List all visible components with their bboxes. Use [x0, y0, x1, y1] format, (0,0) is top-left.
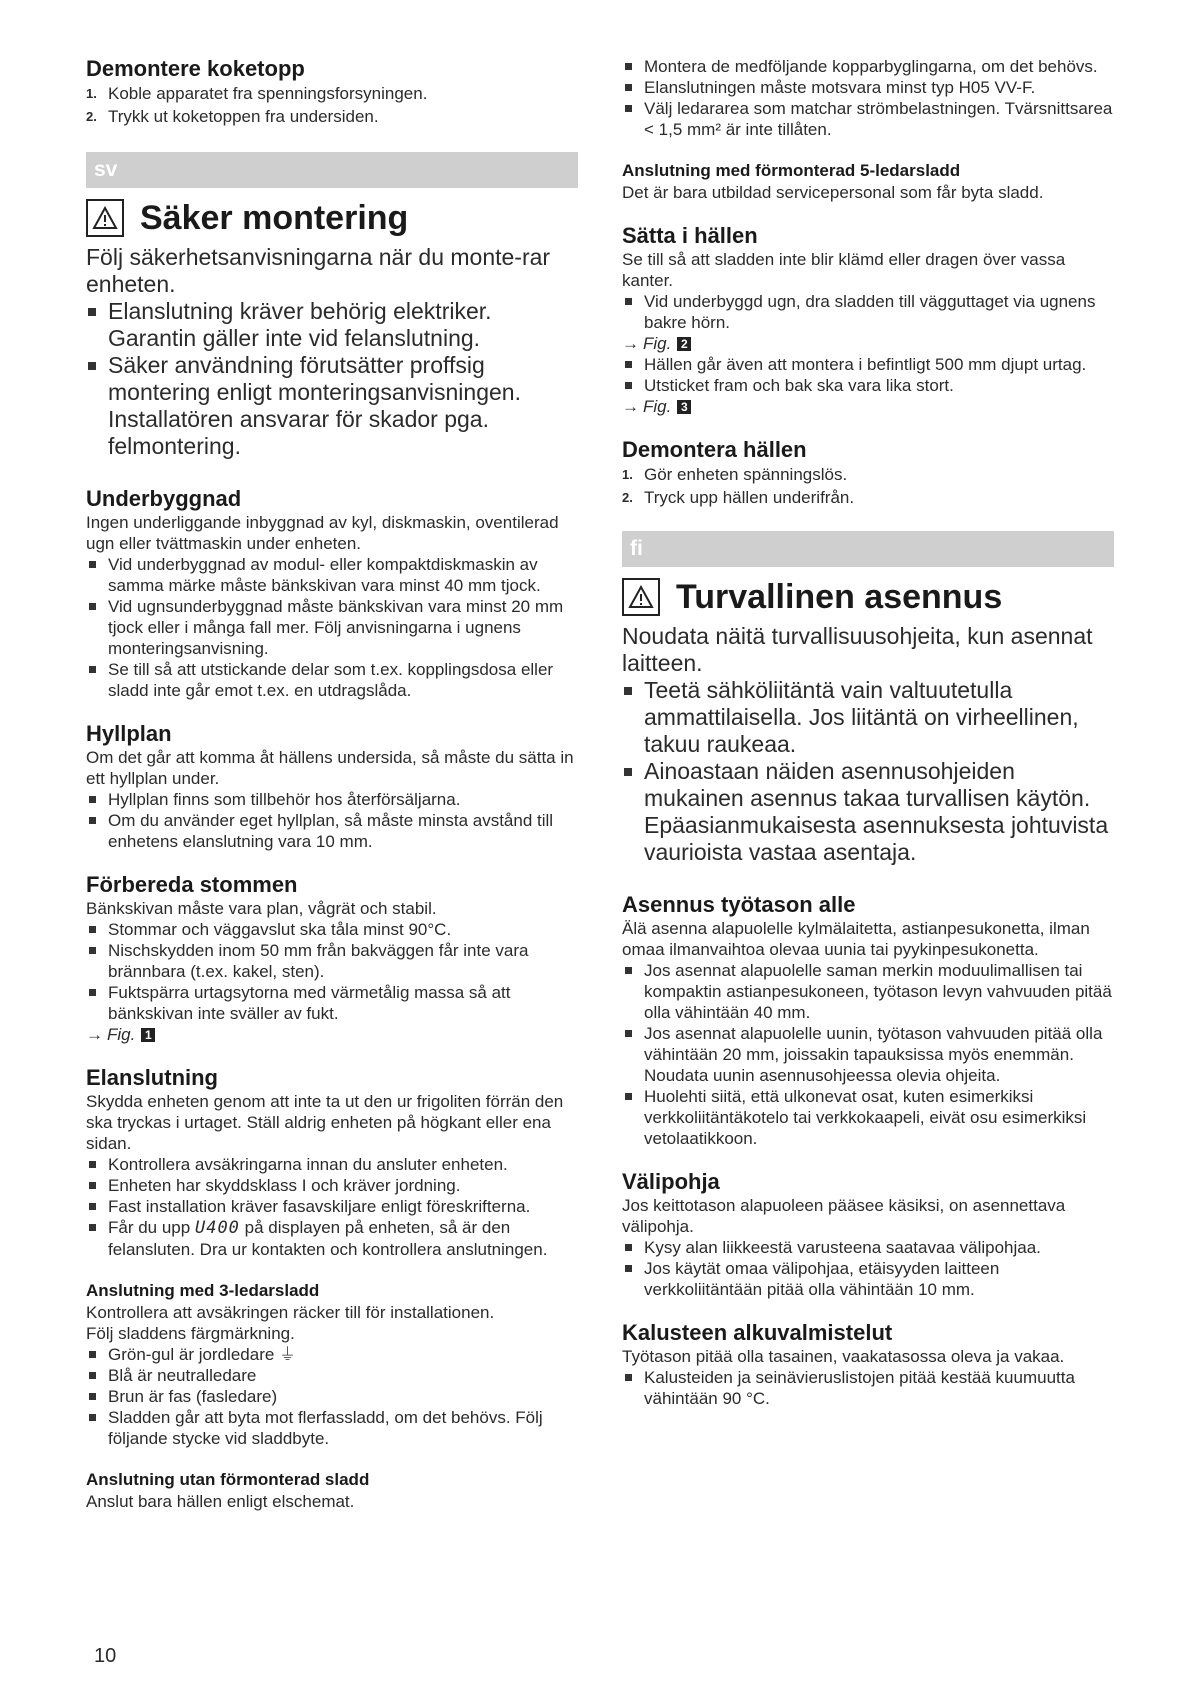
section-heading: Sätta i hällen — [622, 223, 758, 248]
paragraph: Jos keittotason alapuoleen pääsee käsiksi, on asennettava välipohja. — [622, 1196, 1066, 1236]
list-item: Nischskydden inom 50 mm från bakväggen får inte vara brännbara (t.ex. kakel, sten). — [86, 940, 578, 982]
figure-number: 3 — [677, 400, 691, 414]
list-item: Elanslutningen måste motsvara minst typ H05 VV-F. — [622, 77, 1114, 98]
page-title: Turvallinen asennus — [676, 578, 1003, 616]
warning-icon — [622, 578, 660, 616]
list-item: Välj ledararea som matchar strömbelastningen. Tvärsnittsarea < 1,5 mm² är inte tillåten. — [622, 98, 1114, 140]
paragraph: Följ sladdens färgmärkning. — [86, 1324, 295, 1343]
arrow-right-icon: → — [622, 334, 639, 353]
subsection-heading: Anslutning med förmonterad 5-ledarsladd — [622, 161, 961, 180]
section-heading: Demontera hällen — [622, 437, 807, 462]
intro-text: Följ säkerhetsanvisningarna när du monte-rar enheten. — [86, 244, 551, 297]
numbered-list — [86, 82, 578, 128]
list-item: 1. Koble apparatet fra spenningsforsyningen. — [86, 84, 428, 103]
paragraph: Skydda enheten genom att inte ta ut den ur frigoliten förrän den ska tryckas i urtaget. Ställ aldrig enheten på högkant eller ena sidan. — [86, 1092, 564, 1153]
list-item: Elanslutning kräver behörig elektriker. Garantin gäller inte vid felanslutning. — [86, 298, 578, 352]
list-item: 2. Trykk ut koketoppen fra undersiden. — [86, 107, 379, 126]
section-heading: Asennus työtason alle — [622, 892, 856, 917]
safety-intro — [622, 623, 1114, 866]
paragraph: Anslut bara hällen enligt elschemat. — [86, 1492, 355, 1511]
section-heading: Demontere koketopp — [86, 56, 305, 81]
list-item: Se till så att utstickande delar som t.ex. kopplingsdosa eller sladd inte går emot t.ex. en utdragslåda. — [86, 659, 578, 701]
display-code: U400 — [194, 1218, 240, 1238]
list-item: Grön-gul är jordledare ⏚ — [86, 1344, 578, 1365]
page-title-row — [622, 577, 1114, 617]
left-column — [86, 56, 578, 1512]
figure-number: 1 — [141, 1028, 155, 1042]
list-item: Hällen går även att montera i befintligt 500 mm djupt urtag. — [622, 354, 1114, 375]
list-item: Om du använder eget hyllplan, så måste minsta avstånd till enhetens elanslutning vara 10 mm. — [86, 810, 578, 852]
list-item: Sladden går att byta mot flerfassladd, om det behövs. Följ följande stycke vid sladdbyte. — [86, 1407, 578, 1449]
list-item: Vid ugnsunderbyggnad måste bänkskivan vara minst 20 mm tjock eller i många fall mer. Följ anvisningarna i ugnens monteringsanvisning. — [86, 596, 578, 659]
section-heading: Förbereda stommen — [86, 872, 298, 897]
section-heading: Välipohja — [622, 1169, 720, 1194]
paragraph: Se till så att sladden inte blir klämd eller dragen över vassa kanter. — [622, 250, 1066, 290]
list-item: Ainoastaan näiden asennusohjeiden mukainen asennus takaa turvallisen käytön. Epäasianmukaisesta asennuksesta johtuvista vaurioista vastaa asentaja. — [622, 758, 1114, 866]
paragraph: Bänkskivan måste vara plan, vågrät och stabil. — [86, 899, 437, 918]
section-heading: Elanslutning — [86, 1065, 218, 1090]
list-item: Hyllplan finns som tillbehör hos återförsäljarna. — [86, 789, 578, 810]
list-item: Jos asennat alapuolelle saman merkin moduulimallisen tai kompaktin astianpesukoneen, työtason levyn vahvuuden pitää olla vähintään 40 mm. — [622, 960, 1114, 1023]
list-item: 2. Tryck upp hällen underifrån. — [622, 488, 855, 507]
list-item: 1. Gör enheten spänningslös. — [622, 465, 848, 484]
list-item: Utsticket fram och bak ska vara lika stort. — [622, 375, 1114, 396]
list-item: Kalusteiden ja seinävieruslistojen pitää kestää kuumuutta vähintään 90 °C. — [622, 1367, 1114, 1409]
intro-text: Noudata näitä turvallisuusohjeita, kun asennat laitteen. — [622, 623, 1093, 676]
numbered-list — [622, 463, 1114, 509]
page-number: 10 — [94, 1645, 117, 1667]
list-item: Montera de medföljande kopparbyglingarna, om det behövs. — [622, 56, 1114, 77]
section-heading: Underbyggnad — [86, 486, 242, 511]
arrow-right-icon: → — [622, 397, 639, 416]
figure-reference: → Fig. 3 — [622, 396, 1114, 417]
figure-reference: → Fig. 2 — [622, 333, 1114, 354]
paragraph: Kontrollera att avsäkringen räcker till för installationen. — [86, 1303, 495, 1322]
list-item: Enheten har skyddsklass I och kräver jordning. — [86, 1175, 578, 1196]
list-item: Stommar och väggavslut ska tåla minst 90°C. — [86, 919, 578, 940]
subsection-heading: Anslutning med 3-ledarsladd — [86, 1281, 320, 1300]
warning-icon — [86, 199, 124, 237]
paragraph: Om det går att komma åt hällens undersida, så måste du sätta in ett hyllplan under. — [86, 748, 574, 788]
arrow-right-icon: → — [86, 1025, 103, 1044]
list-item: Får du upp U400 på displayen på enheten, så är den felansluten. Dra ur kontakten och kontrollera anslutningen. — [86, 1217, 578, 1260]
list-item: Blå är neutralledare — [86, 1365, 578, 1386]
list-item: Jos asennat alapuolelle uunin, työtason vahvuuden pitää olla vähintään 20 mm, joissakin tapauksissa myös enemmän. Noudata uunin asennusohjeessa olevia ohjeita. — [622, 1023, 1114, 1086]
safety-intro — [86, 244, 578, 460]
list-item: Kysy alan liikkeestä varusteena saatavaa välipohjaa. — [622, 1237, 1114, 1258]
list-item: Teetä sähköliitäntä vain valtuutetulla ammattilaisella. Jos liitäntä on virheellinen, takuu raukeaa. — [622, 677, 1114, 758]
right-column — [622, 56, 1114, 1409]
figure-number: 2 — [677, 337, 691, 351]
list-item: Huolehti siitä, että ulkonevat osat, kuten esimerkiksi verkkoliitäntäkotelo tai verkkokaapeli, eivät osu esimerkiksi vetolaatikkoon. — [622, 1086, 1114, 1149]
paragraph: Työtason pitää olla tasainen, vaakatasossa oleva ja vakaa. — [622, 1347, 1065, 1366]
list-item: Kontrollera avsäkringarna innan du ansluter enheten. — [86, 1154, 578, 1175]
list-item: Brun är fas (fasledare) — [86, 1386, 578, 1407]
list-item: Vid underbyggd ugn, dra sladden till vägguttaget via ugnens bakre hörn. — [622, 291, 1114, 333]
paragraph: Det är bara utbildad servicepersonal som får byta sladd. — [622, 183, 1044, 202]
list-item: Fuktspärra urtagsytorna med värmetålig massa så att bänkskivan inte sväller av fukt. — [86, 982, 578, 1024]
list-item: Fast installation kräver fasavskiljare enligt föreskrifterna. — [86, 1196, 578, 1217]
section-heading: Hyllplan — [86, 721, 172, 746]
paragraph: Älä asenna alapuolelle kylmälaitetta, astianpesukonetta, ilman omaa ilmanvaihtoa olevaa uunia tai pyykinpesukonetta. — [622, 919, 1090, 959]
language-bar: fi — [622, 531, 1114, 567]
page-title: Säker montering — [140, 199, 409, 237]
list-item: Vid underbyggnad av modul- eller kompaktdiskmaskin av samma märke måste bänkskivan vara minst 40 mm tjock. — [86, 554, 578, 596]
language-bar: sv — [86, 152, 578, 188]
figure-reference: → Fig. 1 — [86, 1024, 578, 1045]
page-title-row — [86, 198, 578, 238]
subsection-heading: Anslutning utan förmonterad sladd — [86, 1470, 370, 1489]
section-heading: Kalusteen alkuvalmistelut — [622, 1320, 893, 1345]
paragraph: Ingen underliggande inbyggnad av kyl, diskmaskin, oventilerad ugn eller tvättmaskin under enheten. — [86, 513, 559, 553]
list-item: Jos käytät omaa välipohjaa, etäisyyden laitteen verkkoliitäntään pitää olla vähintään 10 mm. — [622, 1258, 1114, 1300]
list-item: Säker användning förutsätter proffsig montering enligt monteringsanvisningen. Installatören ansvarar för skador pga. felmontering. — [86, 352, 578, 460]
